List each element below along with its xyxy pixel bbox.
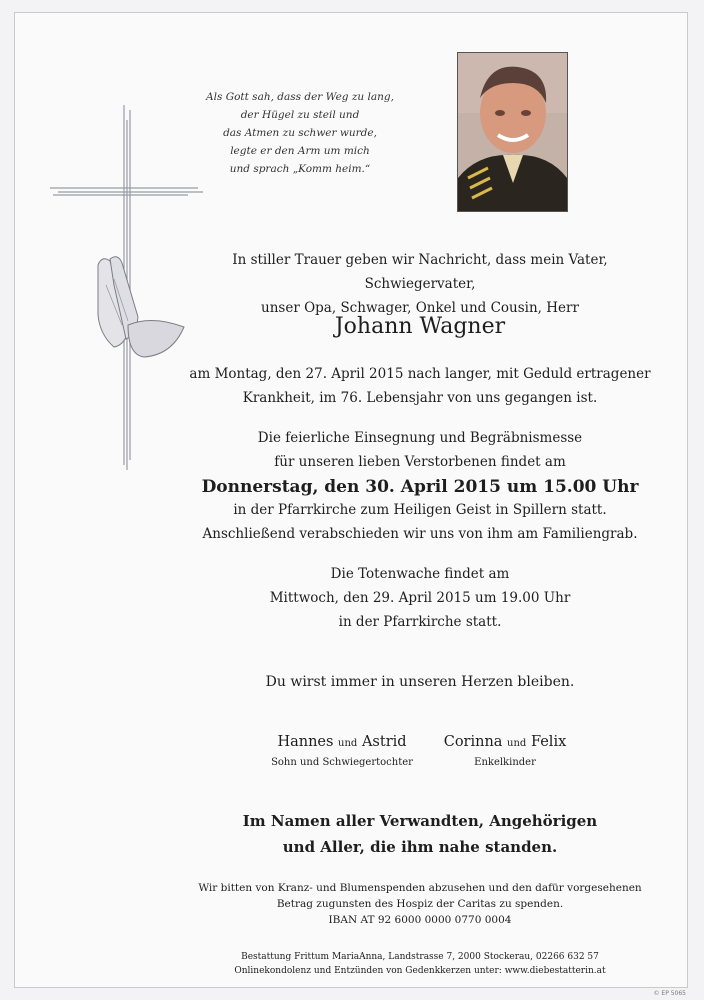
intro-line: In stiller Trauer geben wir Nachricht, dass mein Vater, Schwiegervater, xyxy=(232,252,608,292)
family-und: und xyxy=(507,738,527,749)
funeral-line: Die feierliche Einsegnung und Begräbnismesse xyxy=(257,430,583,446)
death-line: am Montag, den 27. April 2015 nach langer, mit Geduld ertragener xyxy=(189,366,651,382)
wake-line: Mittwoch, den 29. April 2015 um 19.00 Uhr xyxy=(269,590,571,606)
portrait-photo xyxy=(457,52,568,212)
wake-line: Die Totenwache findet am xyxy=(330,566,510,582)
poem-line: legte er den Arm um mich xyxy=(230,145,370,157)
footer xyxy=(180,950,660,978)
poem-line: und sprach „Komm heim.“ xyxy=(229,163,371,175)
poem-line: der Hügel zu steil und xyxy=(240,109,360,121)
funeral-location xyxy=(180,498,660,546)
funeral-line: für unseren lieben Verstorbenen findet am xyxy=(274,454,566,470)
deceased-name: Johann Wagner xyxy=(334,314,506,339)
closing xyxy=(180,808,660,860)
family-name: Felix xyxy=(530,734,567,750)
funeral-line: in der Pfarrkirche zum Heiligen Geist in Spillern statt. xyxy=(233,502,607,518)
donation-line: Wir bitten von Kranz- und Blumenspenden abzusehen und den dafür vorgesehenen xyxy=(198,882,642,894)
funeral-info xyxy=(180,426,660,474)
funeral-datetime: Donnerstag, den 30. April 2015 um 15.00 Uhr xyxy=(201,477,639,497)
death-line: Krankheit, im 76. Lebensjahr von uns gegangen ist. xyxy=(242,390,598,406)
intro xyxy=(180,248,660,320)
poem-line: das Atmen zu schwer wurde, xyxy=(223,127,377,139)
poem-line: Als Gott sah, dass der Weg zu lang, xyxy=(206,91,394,103)
print-code: © EP 5065 xyxy=(653,990,686,997)
family-relation: Enkelkinder xyxy=(474,757,536,768)
wake-info xyxy=(180,562,660,634)
praying-hands-icon xyxy=(98,257,184,357)
donation-line: Betrag zugunsten des Hospiz der Caritas zu spenden. xyxy=(276,898,564,910)
family-relation: Sohn und Schwiegertochter xyxy=(271,757,413,768)
memorial-line: Du wirst immer in unseren Herzen bleiben. xyxy=(265,674,575,690)
iban: IBAN AT 92 6000 0000 0770 0004 xyxy=(328,914,512,926)
intro-line: unser Opa, Schwager, Onkel und Cousin, Herr xyxy=(261,300,579,316)
family-name: Corinna xyxy=(443,734,503,750)
wake-line: in der Pfarrkirche statt. xyxy=(338,614,502,630)
family-entry xyxy=(262,732,422,772)
poem xyxy=(190,88,410,178)
donation-request xyxy=(180,880,660,928)
death-notice xyxy=(180,362,660,410)
family-name: Astrid xyxy=(361,734,407,750)
family-name: Hannes xyxy=(277,734,334,750)
closing-line: und Aller, die ihm nahe standen. xyxy=(282,838,558,856)
footer-line: Onlinekondolenz und Entzünden von Gedenkkerzen unter: www.diebestatterin.at xyxy=(234,966,606,976)
family-und: und xyxy=(338,738,358,749)
footer-line: Bestattung Frittum MariaAnna, Landstrasse 7, 2000 Stockerau, 02266 632 57 xyxy=(241,952,599,962)
closing-line: Im Namen aller Verwandten, Angehörigen xyxy=(242,812,598,830)
funeral-line: Anschließend verabschieden wir uns von ihm am Familiengrab. xyxy=(202,526,638,542)
family-entry xyxy=(430,732,580,772)
